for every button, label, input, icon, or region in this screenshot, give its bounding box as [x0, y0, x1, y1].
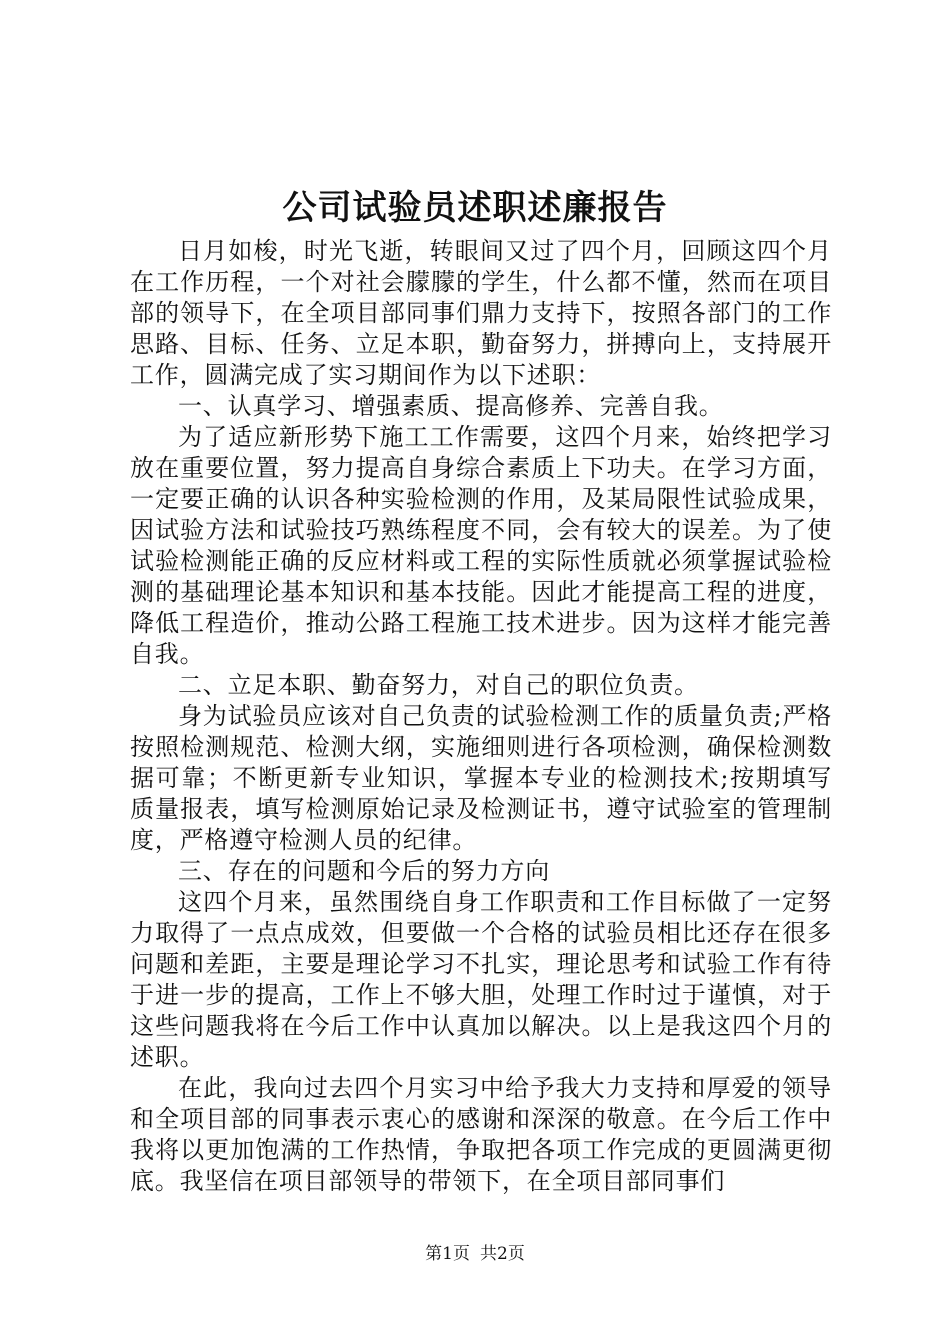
- paragraph-study: 为了适应新形势下施工工作需要，这四个月来，始终把学习放在重要位置，努力提高自身综合素质上下功夫。在学习方面，一定要正确的认识各种实验检测的作用，及某局限性试验成果，因试验方法和试验技巧熟练程度不同，会有较大的误差。为了使试验检测能正确的反应材料或工程的实际性质就必须掌握试验检测的基础理论基本知识和基本技能。因此才能提高工程的进度，降低工程造价，推动公路工程施工技术进步。因为这样才能完善自我。: [130, 423, 832, 668]
- page-title: 公司试验员述职述廉报告: [282, 188, 668, 228]
- paragraph-intro: 日月如梭，时光飞逝，转眼间又过了四个月，回顾这四个月在工作历程，一个对社会朦朦的学生，什么都不懂，然而在项目部的领导下，在全项目部同事们鼎力支持下，按照各部门的工作思路、目标、任务、立足本职，勤奋努力，拼搏向上，支持展开工作，圆满完成了实习期间作为以下述职：: [130, 237, 832, 389]
- paragraph-duties: 身为试验员应该对自己负责的试验检测工作的质量负责;严格按照检测规范、检测大纲，实施细则进行各项检测，确保检测数据可靠；不断更新专业知识，掌握本专业的检测技术;按期填写质量报表，填写检测原始记录及检测证书，遵守试验室的管理制度，严格遵守检测人员的纪律。: [130, 702, 832, 854]
- paragraph-problems: 这四个月来，虽然围绕自身工作职责和工作目标做了一定努力取得了一点点成效，但要做一个合格的试验员相比还存在很多问题和差距，主要是理论学习不扎实，理论思考和试验工作有待于进一步的提高，工作上不够大胆，处理工作时过于谨慎，对于这些问题我将在今后工作中认真加以解决。以上是我这四个月的述职。: [130, 888, 832, 1071]
- section-heading-1: 一、认真学习、增强素质、提高修养、完善自我。: [178, 392, 724, 420]
- document-body: [130, 236, 832, 1197]
- paragraph-thanks: 在此，我向过去四个月实习中给予我大力支持和厚爱的领导和全项目部的同事表示衷心的感谢和深深的敬意。在今后工作中我将以更加饱满的工作热情，争取把各项工作完成的更圆满更彻底。我坚信在项目部领导的带领下，在全项目部同事们: [130, 1074, 832, 1195]
- page-total: 共2页: [480, 1244, 525, 1264]
- page-number: 第1页: [425, 1244, 470, 1264]
- section-heading-3: 三、存在的问题和今后的努力方向: [178, 857, 550, 885]
- section-heading-2: 二、立足本职、勤奋努力，对自己的职位负责。: [178, 671, 699, 699]
- page-footer: [0, 1242, 950, 1266]
